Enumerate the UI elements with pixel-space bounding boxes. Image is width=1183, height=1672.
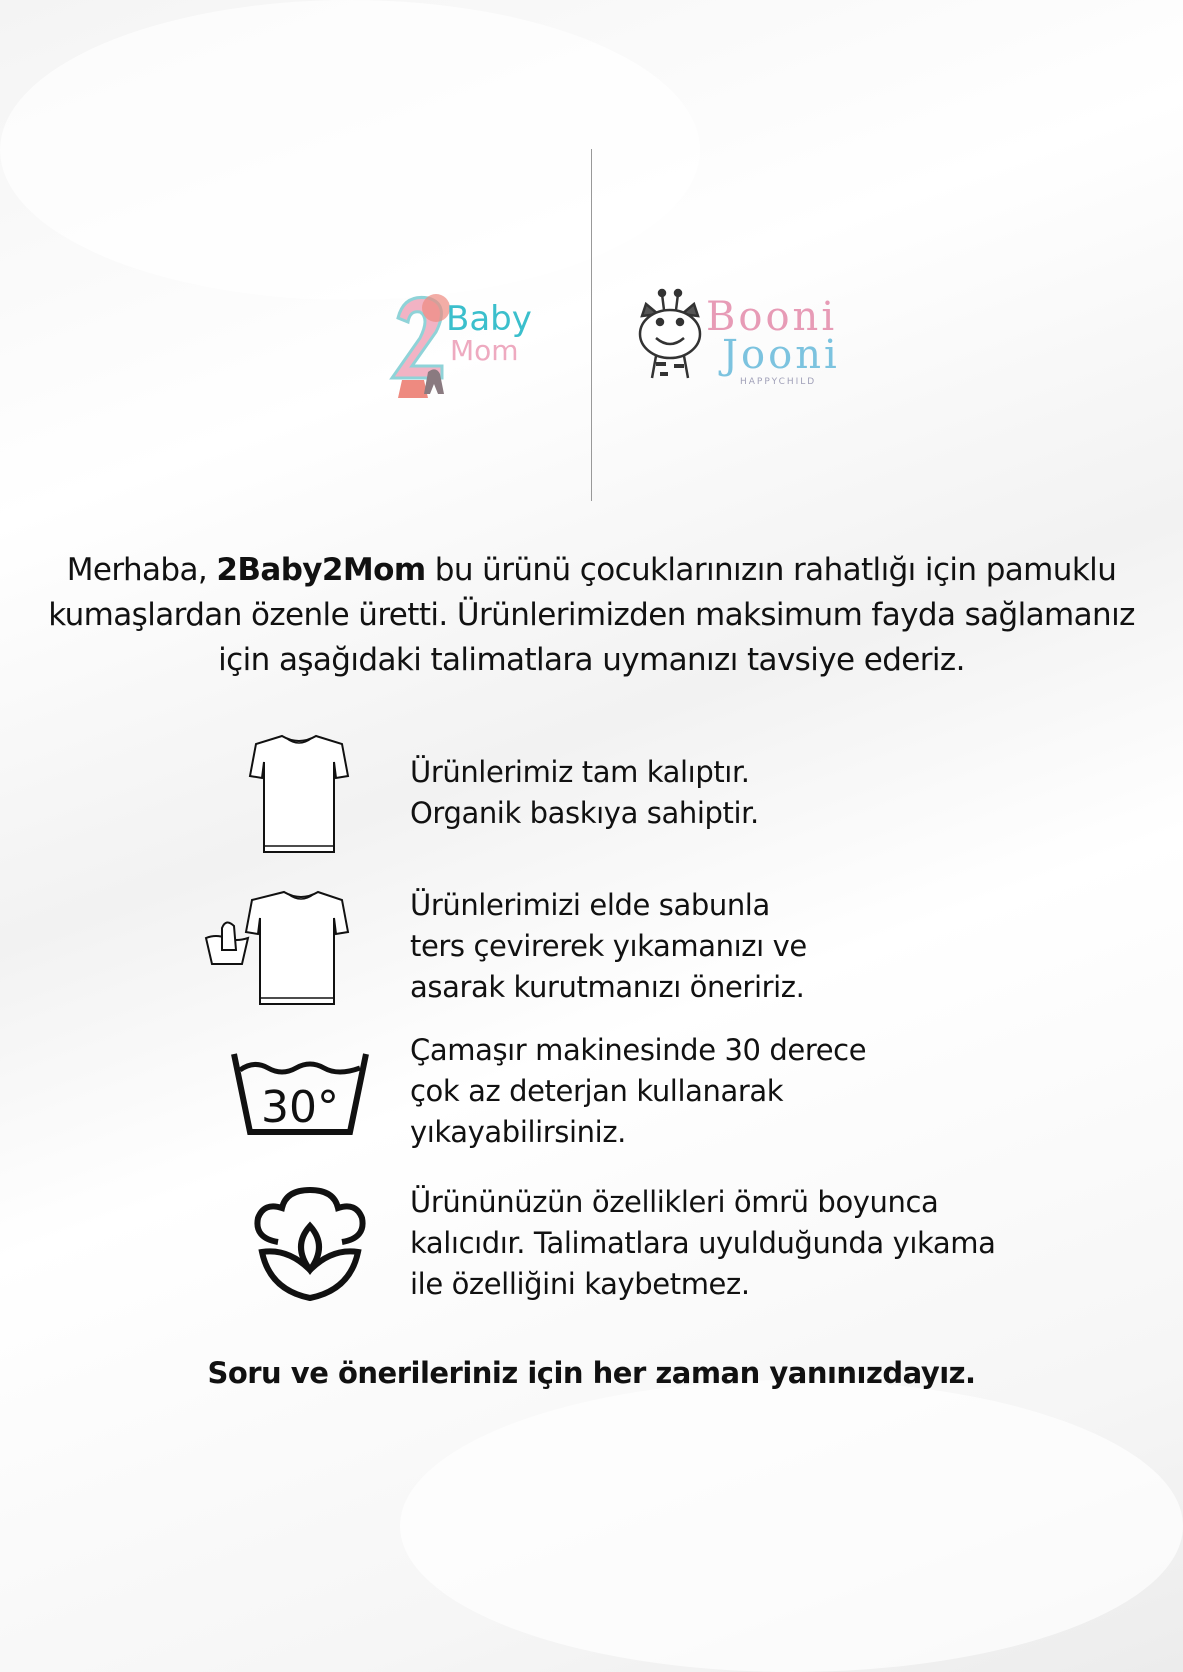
logo-booni-text: Booni: [706, 294, 838, 340]
logo-mom-text: Mom: [450, 334, 519, 367]
brand-name: 2Baby2Mom: [216, 552, 426, 588]
logo-tagline: HAPPYCHILD: [740, 377, 817, 387]
instruction-item: [410, 1182, 996, 1305]
2baby2mom-logo: [384, 288, 534, 398]
instruction-item: [410, 752, 759, 834]
instruction-item: [410, 885, 807, 1008]
intro-text: Merhaba,: [66, 552, 217, 588]
instruction-line: Ürününüzün özellikleri ömrü boyunca: [410, 1185, 939, 1219]
instruction-line: yıkayabilirsiniz.: [410, 1115, 626, 1149]
instruction-line: ile özelliğini kaybetmez.: [410, 1267, 750, 1301]
instruction-line: ters çevirerek yıkamanızı ve: [410, 929, 807, 963]
tshirt-icon: [246, 732, 352, 856]
intro-text: bu ürünü çocuklarınızın rahatlığı için pamuklu kumaşlardan özenle üretti. Ürünlerimizden maksimum fayda sağlamanız için aşağıdaki talimatlara uymanızı tavsiye ederiz.: [48, 552, 1135, 678]
logo-divider: [591, 149, 592, 501]
instruction-line: Ürünlerimizi elde sabunla: [410, 888, 770, 922]
background-wave: [400, 1380, 1183, 1672]
boonijooni-logo: [634, 286, 844, 388]
wash-temperature: 30°: [261, 1082, 339, 1133]
footer-message: Soru ve önerileriniz için her zaman yanınızdayız.: [207, 1356, 976, 1390]
instruction-item: [410, 1030, 866, 1153]
giraffe-icon: [640, 290, 700, 378]
instruction-line: asarak kurutmanızı öneririz.: [410, 970, 805, 1004]
cotton-icon: [248, 1186, 372, 1302]
instruction-line: Organik baskıya sahiptir.: [410, 796, 759, 830]
instruction-line: kalıcıdır. Talimatlara uyulduğunda yıkama: [410, 1226, 996, 1260]
wash-30-icon: [230, 1050, 370, 1136]
logo-baby-text: Baby: [446, 299, 532, 339]
instruction-line: Çamaşır makinesinde 30 derece: [410, 1033, 867, 1067]
hand-wash-tshirt-icon: [204, 888, 354, 1008]
background-wave: [0, 0, 700, 300]
logo-jooni-text: Jooni: [722, 332, 840, 378]
instruction-line: çok az deterjan kullanarak: [410, 1074, 784, 1108]
instruction-line: Ürünlerimiz tam kalıptır.: [410, 755, 750, 789]
intro-paragraph: [20, 548, 1163, 683]
